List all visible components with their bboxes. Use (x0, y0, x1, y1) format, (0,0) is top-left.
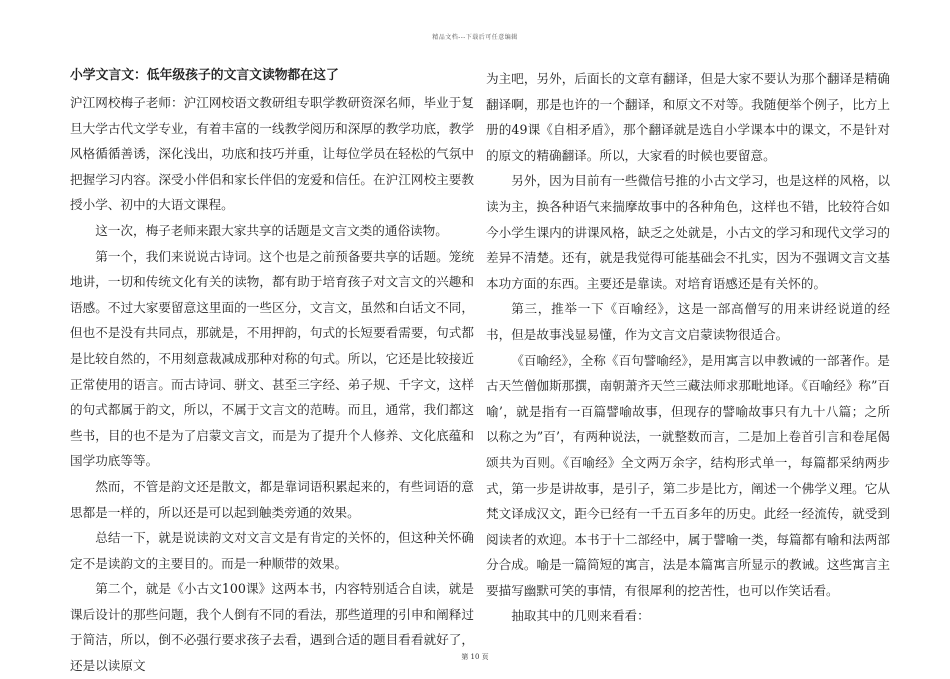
left-column (70, 66, 474, 679)
paragraph: 《百喻经》，全称《百句譬喻经》，是用寓言以申教诫的一部著作。是古天竺僧伽斯那撰，南朝萧齐天竺三藏法师求那毗地译。《百喻经》称”百喻’，就是指有一百篇譬喻故事，但现存的譬喻故事只有九十八篇；之所以称之为”百’，有两种说法，一就整数而言，二是加上卷首引言和卷尾偈颂共为百则。《百喻经》全文两万余字，结构形式单一，每篇都采纳两步式，第一步是讲故事，是引子，第二步是比方，阐述一个佛学义理。它从梵文译成汉文，距今已经有一千五百多年的历史。此经一经流传，就受到阅读者的欢迎。本书于十二部经中，属于譬喻一类，每篇都有喻和法两部分合成。喻是一篇简短的寓言，法是本篇寓言所显示的教诫。这些寓言主要描写幽默可笑的事情，有很犀利的挖苦性，也可以作笑话看。 (486, 352, 890, 598)
page-number: 第 10 页 (461, 653, 489, 661)
paragraph: 沪江网校梅子老师：沪江网校语文教研组专职学教研资深名师，毕业于复旦大学古代文学专业，有着丰富的一线教学阅历和深厚的教学功底，教学风格循循善诱，深化浅出，功底和技巧并重，让每位学员在轻松的气氛中把握学习内容。深受小伴侣和家长伴侣的宠爱和信任。在沪江网校主要教授小学、初中的大语文课程。 (70, 95, 474, 213)
paragraph: 第一个，我们来说说古诗词。这个也是之前预备要共享的话题。笼统地讲，一切和传统文化有关的读物，都有助于培育孩子对文言文的兴趣和语感。不过大家要留意这里面的一些区分，文言文，虽然和白话文不同，但也不是没有共同点，那就是，不用押韵，句式的长短要看需要，句式都是比较自然的，不用刻意裁减成那种对称的句式。所以，它还是比较接近正常使用的语言。而古诗词、骈文、甚至三字经、弟子规、千字文，这样的句式都属于韵文，所以，不属于文言文的范畴。而且，通常，我们都这些书，目的也不是为了启蒙文言文，而是为了提升个人修养、文化底蕴和国学功底等等。 (70, 248, 474, 469)
right-column (486, 66, 890, 629)
page-header: 精品文档---下载后可任意编辑 (432, 34, 518, 41)
paragraph: 抽取其中的几则来看看： (511, 608, 650, 624)
paragraph: 第二个，就是《小古文100课》这两本书，内容特别适合自读，就是课后设计的那些问题，我个人倒有不同的看法，那些道理的引申和阐释过于简洁，所以，倒不必强行要求孩子去看，遇到合适的题目看看就好了，还是以读原文 (70, 581, 474, 674)
paragraph: 然而，不管是韵文还是散文，都是靠词语积累起来的，有些词语的意思都是一样的，所以还是可以起到触类旁通的效果。 (70, 478, 474, 520)
paragraph: 第三，推举一下《百喻经》，这是一部高僧写的用来讲经说道的经书，但是故事浅显易懂，作为文言文启蒙读物很适合。 (486, 301, 890, 342)
paragraph: 总结一下，就是说读韵文对文言文是有肯定的关怀的，但这种关怀确定不是读韵文的主要目的。而是一种顺带的效果。 (70, 530, 474, 571)
paragraph: 这一次，梅子老师来跟大家共享的话题是文言文类的通俗读物。 (95, 222, 448, 238)
paragraph: 为主吧，另外，后面长的文章有翻译，但是大家不要认为那个翻译是精确翻译啊，那是也许的一个翻译，和原文不对等。我随便举个例子，比方上册的49课《自相矛盾》，那个翻译就是选自小学课本中的课文，不是针对的原文的精确翻译。所以，大家看的时候也要留意。 (486, 71, 890, 163)
article-title: 小学文言文：低年级孩子的文言文读物都在这了 (70, 68, 339, 83)
paragraph: 另外，因为目前有一些微信号推的小古文学习，也是这样的风格，以读为主，换各种语气来揣摩故事中的各种角色，这样也不错，比较符合如今小学生课内的讲课风格，缺乏之处就是，小古文的学习和现代文学习的差异不清楚。还有，就是我觉得可能基础会不扎实，因为不强调文言文基本功方面的东西。主要还是靠读。对培育语感还是有关怀的。 (486, 173, 890, 291)
